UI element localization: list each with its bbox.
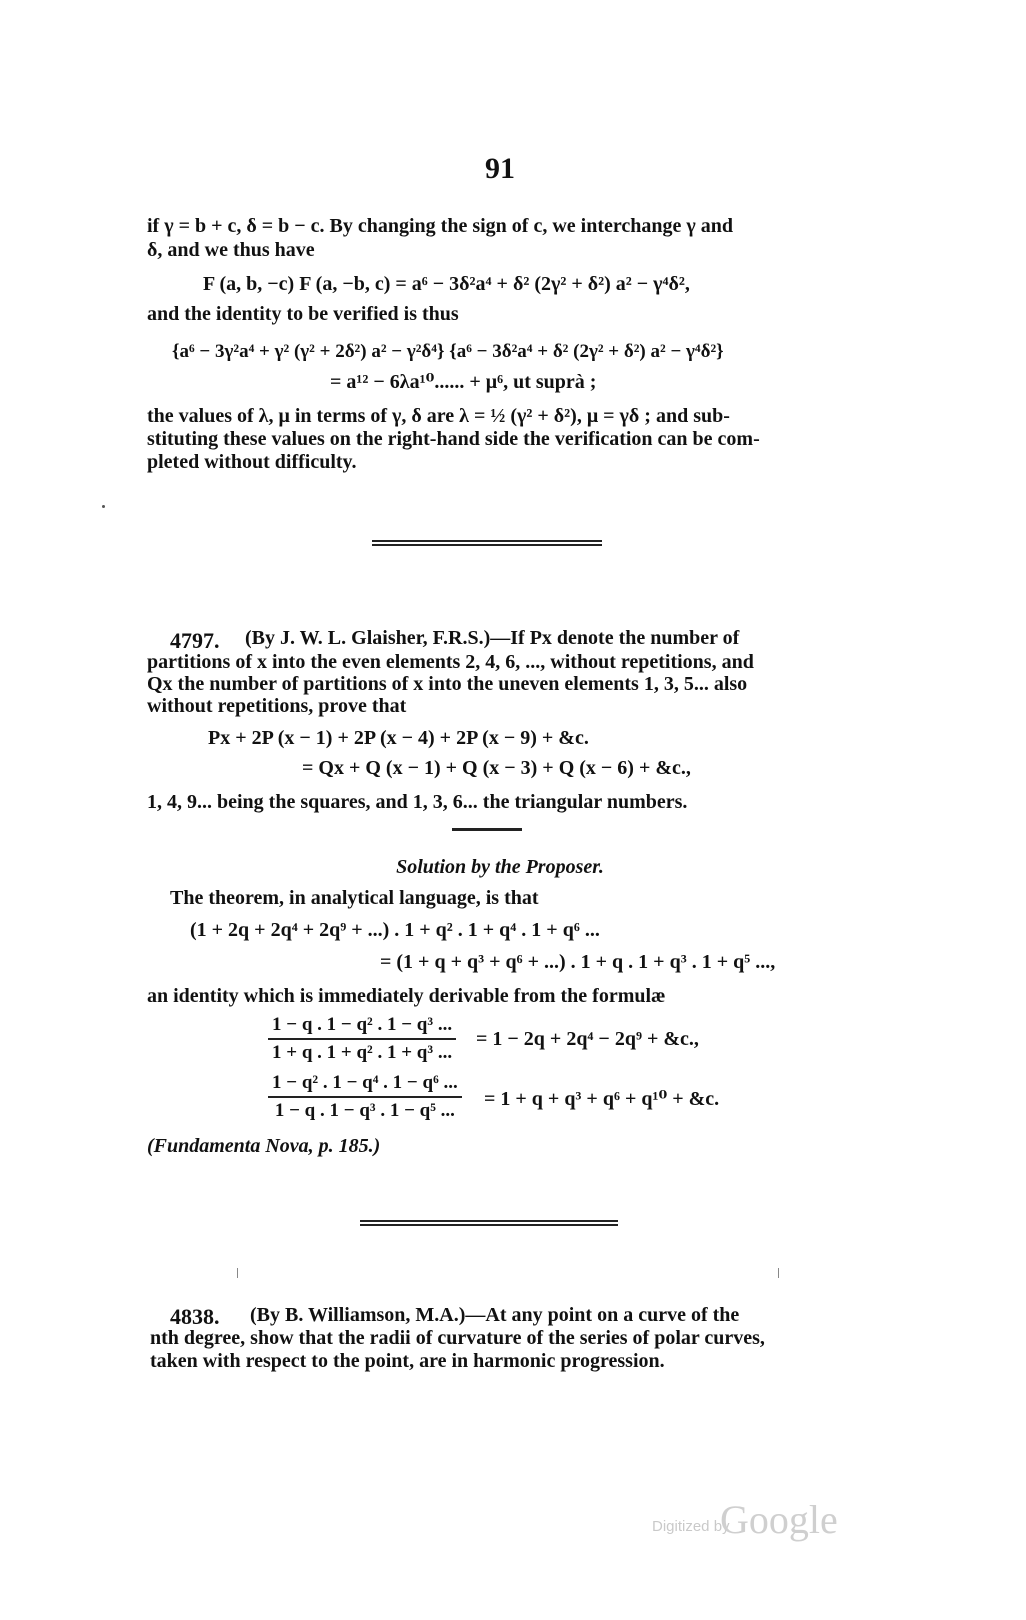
- text-line: 1, 4, 9... being the squares, and 1, 3, 6... the triangular numbers.: [147, 791, 688, 813]
- fraction-denominator: 1 + q . 1 + q² . 1 + q³ ...: [272, 1042, 453, 1063]
- fraction: [268, 1014, 456, 1064]
- fraction: [268, 1072, 462, 1122]
- text-line: δ, and we thus have: [147, 239, 315, 261]
- short-rule: [452, 828, 522, 831]
- section-divider: [360, 1220, 618, 1226]
- section-divider: [372, 540, 602, 546]
- text-line: (By J. W. L. Glaisher, F.R.S.)—If Px denote the number of: [245, 627, 740, 649]
- text-line: nth degree, show that the radii of curvature of the series of polar curves,: [150, 1327, 765, 1349]
- equation: = a¹² − 6λa¹⁰...... + μ⁶, ut suprà ;: [330, 371, 597, 393]
- problem-number: 4838.: [170, 1304, 220, 1329]
- watermark-logo-text: Google: [720, 1497, 838, 1542]
- equation: = 1 − 2q + 2q⁴ − 2q⁹ + &c.,: [476, 1028, 699, 1050]
- equation: (1 + 2q + 2q⁴ + 2q⁹ + ...) . 1 + q² . 1 + q⁴ . 1 + q⁶ ...: [190, 919, 600, 941]
- text-line: Qx the number of partitions of x into the uneven elements 1, 3, 5... also: [147, 673, 748, 695]
- text-line: and the identity to be verified is thus: [147, 303, 459, 325]
- text-line: the values of λ, μ in terms of γ, δ are λ = ½ (γ² + δ²), μ = γδ ; and sub-: [147, 405, 730, 427]
- scan-mark: [778, 1268, 779, 1278]
- equation: F (a, b, −c) F (a, −b, c) = a⁶ − 3δ²a⁴ + δ² (2γ² + δ²) a² − γ⁴δ²,: [203, 273, 690, 295]
- fraction-numerator: 1 − q . 1 − q² . 1 − q³ ...: [268, 1014, 456, 1040]
- reference: (Fundamenta Nova, p. 185.): [147, 1135, 381, 1157]
- solution-heading: Solution by the Proposer.: [396, 856, 604, 878]
- page-number: 91: [485, 152, 515, 185]
- text-line: partitions of x into the even elements 2, 4, 6, ..., without repetitions, and: [147, 651, 754, 673]
- text-line: if γ = b + c, δ = b − c. By changing the sign of c, we interchange γ and: [147, 215, 733, 237]
- equation: {a⁶ − 3γ²a⁴ + γ² (γ² + 2δ²) a² − γ²δ⁴} {a⁶ − 3δ²a⁴ + δ² (2γ² + δ²) a² − γ⁴δ²}: [172, 341, 724, 362]
- equation: Px + 2P (x − 1) + 2P (x − 4) + 2P (x − 9) + &c.: [208, 727, 589, 749]
- scan-speck: [102, 505, 105, 508]
- fraction-numerator: 1 − q² . 1 − q⁴ . 1 − q⁶ ...: [268, 1072, 462, 1098]
- equation: = Qx + Q (x − 1) + Q (x − 3) + Q (x − 6) + &c.,: [302, 757, 691, 779]
- equation: = 1 + q + q³ + q⁶ + q¹⁰ + &c.: [484, 1088, 720, 1110]
- text-line: (By B. Williamson, M.A.)—At any point on a curve of the: [250, 1304, 740, 1326]
- text-line: pleted without difficulty.: [147, 451, 357, 473]
- text-line: an identity which is immediately derivable from the formulæ: [147, 985, 666, 1007]
- problem-number: 4797.: [170, 628, 220, 653]
- google-watermark: [652, 1496, 852, 1546]
- watermark-small-text: Digitized by: [652, 1518, 730, 1535]
- text-line: The theorem, in analytical language, is that: [170, 887, 539, 909]
- text-line: stituting these values on the right-hand side the verification can be com-: [147, 428, 760, 450]
- text-line: without repetitions, prove that: [147, 695, 407, 717]
- equation: = (1 + q + q³ + q⁶ + ...) . 1 + q . 1 + q³ . 1 + q⁵ ...,: [380, 951, 776, 973]
- scan-mark: [237, 1268, 238, 1278]
- fraction-denominator: 1 − q . 1 − q³ . 1 − q⁵ ...: [274, 1100, 455, 1121]
- text-line: taken with respect to the point, are in harmonic progression.: [150, 1350, 665, 1372]
